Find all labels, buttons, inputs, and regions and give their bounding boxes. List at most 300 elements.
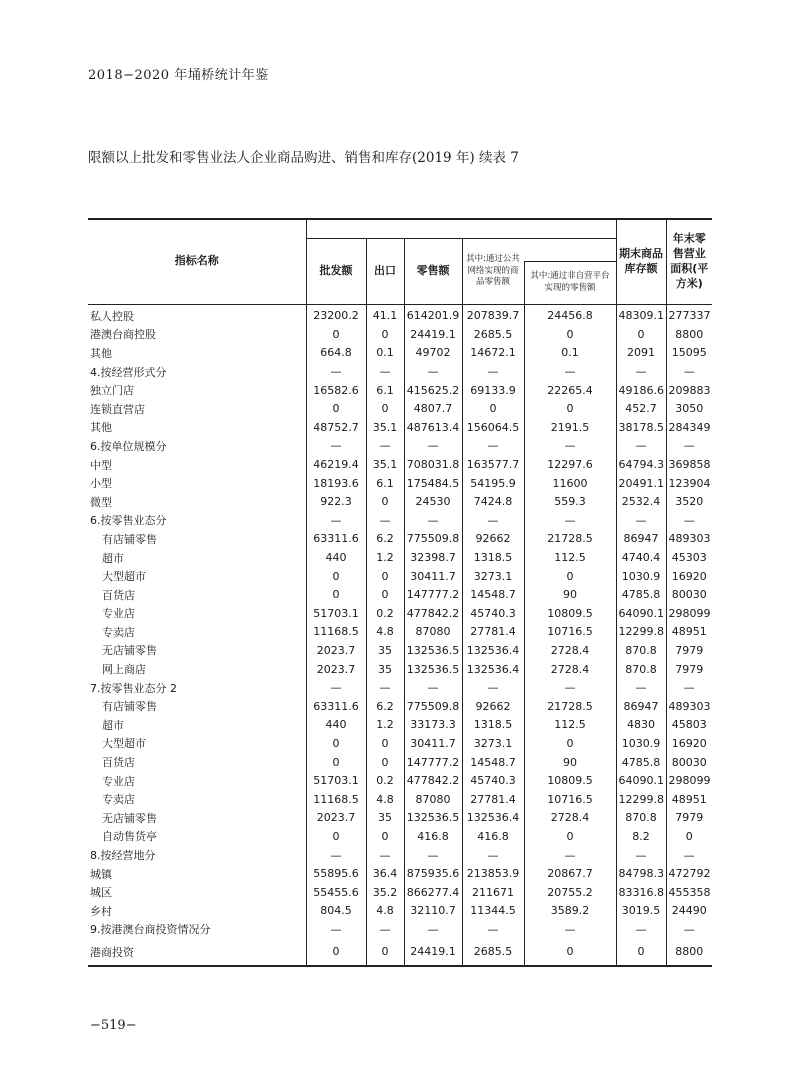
row-label: 其他: [90, 346, 112, 360]
table-cell: 64090.1: [616, 771, 666, 790]
table-cell: 416.8: [462, 827, 524, 846]
table-cell: 35: [366, 660, 404, 679]
col-header-indicator: 指标名称: [88, 219, 306, 304]
table-cell: —: [404, 678, 462, 697]
table-cell: 4785.8: [616, 585, 666, 604]
table-cell: 12299.8: [616, 790, 666, 809]
col-header-online-spacer: [524, 239, 616, 262]
table-row: [88, 734, 712, 753]
table-cell: —: [616, 511, 666, 530]
table-cell: 33173.3: [404, 716, 462, 735]
table-cell: 14672.1: [462, 344, 524, 363]
table-cell: 15095: [666, 344, 712, 363]
table-cell: 46219.4: [306, 455, 366, 474]
table-cell: 3520: [666, 492, 712, 511]
table-cell: 284349: [666, 418, 712, 437]
table-cell: 35: [366, 641, 404, 660]
table-cell: 63311.6: [306, 530, 366, 549]
table-row: [88, 660, 712, 679]
table-cell: 209883: [666, 381, 712, 400]
table-row: [88, 771, 712, 790]
table-cell: 156064.5: [462, 418, 524, 437]
table-cell: 775509.8: [404, 530, 462, 549]
table-cell: 0: [524, 399, 616, 418]
table-cell: 10716.5: [524, 623, 616, 642]
table-cell: —: [306, 511, 366, 530]
table-row: [88, 567, 712, 586]
header-spanner: [306, 219, 616, 239]
table-cell: 14548.7: [462, 753, 524, 772]
table-cell: —: [616, 437, 666, 456]
table-cell: 7979: [666, 660, 712, 679]
table-cell: 21728.5: [524, 530, 616, 549]
row-label: 城镇: [90, 867, 112, 881]
row-label: 港澳台商控股: [90, 328, 156, 342]
row-label: 其他: [90, 421, 112, 435]
table-cell: —: [462, 846, 524, 865]
table-cell: 489303: [666, 697, 712, 716]
table-cell: 416.8: [404, 827, 462, 846]
table-cell: 0.2: [366, 604, 404, 623]
table-row: [88, 790, 712, 809]
table-cell: 866277.4: [404, 883, 462, 902]
table-cell: —: [462, 362, 524, 381]
table-cell: 32398.7: [404, 548, 462, 567]
table-cell: 22265.4: [524, 381, 616, 400]
table-cell: 664.8: [306, 344, 366, 363]
row-label: 连锁直营店: [90, 402, 145, 416]
table-cell: 2728.4: [524, 809, 616, 828]
table-cell: 1.2: [366, 548, 404, 567]
table-cell: 12297.6: [524, 455, 616, 474]
table-cell: 4.8: [366, 902, 404, 921]
table-cell: 10716.5: [524, 790, 616, 809]
table-cell: 51703.1: [306, 771, 366, 790]
table-cell: 0: [366, 939, 404, 966]
table-cell: 55455.6: [306, 883, 366, 902]
table-cell: 0: [666, 827, 712, 846]
table-cell: —: [306, 920, 366, 939]
row-label: 微型: [90, 495, 112, 509]
row-label: 有店铺零售: [102, 700, 157, 714]
table-cell: 2191.5: [524, 418, 616, 437]
table-cell: 51703.1: [306, 604, 366, 623]
row-label: 9.按港澳台商投资情况分: [90, 923, 211, 937]
table-row: [88, 716, 712, 735]
table-cell: —: [366, 362, 404, 381]
table-cell: 298099: [666, 604, 712, 623]
table-cell: 49186.6: [616, 381, 666, 400]
running-head: 2018−2020 年埇桥统计年鉴: [88, 68, 269, 83]
row-label: 小型: [90, 477, 112, 491]
table-cell: 559.3: [524, 492, 616, 511]
table-cell: 123904: [666, 474, 712, 493]
table-cell: 870.8: [616, 641, 666, 660]
table-cell: 8.2: [616, 827, 666, 846]
table-cell: 1318.5: [462, 548, 524, 567]
table-cell: 48951: [666, 790, 712, 809]
table-row: [88, 492, 712, 511]
table-cell: —: [366, 678, 404, 697]
table-cell: —: [616, 678, 666, 697]
table-cell: —: [666, 920, 712, 939]
table-cell: 3273.1: [462, 567, 524, 586]
table-cell: 2532.4: [616, 492, 666, 511]
table-row: [88, 418, 712, 437]
table-cell: 0: [524, 567, 616, 586]
table-cell: —: [666, 846, 712, 865]
row-label: 无店铺零售: [102, 644, 157, 658]
statistics-table: [88, 218, 712, 967]
table-cell: 86947: [616, 697, 666, 716]
table-cell: —: [462, 920, 524, 939]
table-row: [88, 304, 712, 325]
table-cell: 10809.5: [524, 771, 616, 790]
table-cell: 90: [524, 585, 616, 604]
table-row: [88, 474, 712, 493]
table-cell: —: [404, 846, 462, 865]
table-cell: 0: [366, 753, 404, 772]
table-cell: 30411.7: [404, 567, 462, 586]
table-cell: 0: [306, 325, 366, 344]
table-cell: 84798.3: [616, 864, 666, 883]
row-label: 专卖店: [102, 625, 135, 639]
table-cell: 0: [306, 827, 366, 846]
row-label: 专卖店: [102, 793, 135, 807]
table-cell: 20867.7: [524, 864, 616, 883]
table-cell: 0: [366, 734, 404, 753]
col-header-area: 年末零售营业面积(平方米): [666, 219, 712, 304]
table-cell: —: [306, 846, 366, 865]
table-cell: 41.1: [366, 304, 404, 325]
table-cell: 207839.7: [462, 304, 524, 325]
row-label: 大型超市: [102, 570, 146, 584]
row-label: 百货店: [102, 756, 135, 770]
table-cell: 132536.4: [462, 660, 524, 679]
table-row: [88, 678, 712, 697]
table-cell: 45740.3: [462, 604, 524, 623]
table-cell: —: [616, 846, 666, 865]
table-cell: 472792: [666, 864, 712, 883]
table-cell: 49702: [404, 344, 462, 363]
table-cell: 775509.8: [404, 697, 462, 716]
table-cell: 2685.5: [462, 325, 524, 344]
row-label: 专业店: [102, 607, 135, 621]
table-cell: 11168.5: [306, 623, 366, 642]
table-cell: 64090.1: [616, 604, 666, 623]
table-row: [88, 883, 712, 902]
table-row: [88, 530, 712, 549]
table-cell: 2023.7: [306, 809, 366, 828]
table-cell: 6.2: [366, 697, 404, 716]
table-cell: —: [524, 678, 616, 697]
table-cell: 3050: [666, 399, 712, 418]
table-cell: 16920: [666, 567, 712, 586]
table-cell: 35.1: [366, 455, 404, 474]
table-cell: 4830: [616, 716, 666, 735]
table-cell: 1318.5: [462, 716, 524, 735]
table-cell: —: [666, 362, 712, 381]
table-row: [88, 753, 712, 772]
table-cell: 0: [616, 939, 666, 966]
table-cell: 2728.4: [524, 641, 616, 660]
table-cell: 415625.2: [404, 381, 462, 400]
col-header-non-self-platform: 其中:通过非自营平台实现的零售额: [524, 261, 616, 304]
table-cell: 11344.5: [462, 902, 524, 921]
table-row: [88, 585, 712, 604]
row-label: 城区: [90, 886, 112, 900]
table-cell: —: [524, 511, 616, 530]
table-cell: 2023.7: [306, 641, 366, 660]
table-cell: 6.2: [366, 530, 404, 549]
table-cell: 7979: [666, 641, 712, 660]
table-cell: —: [524, 362, 616, 381]
table-row: [88, 920, 712, 939]
table-cell: 708031.8: [404, 455, 462, 474]
table-cell: 0: [524, 734, 616, 753]
table-cell: 4740.4: [616, 548, 666, 567]
table-cell: 0: [366, 567, 404, 586]
table-cell: 23200.2: [306, 304, 366, 325]
table-cell: —: [666, 678, 712, 697]
table-cell: 875935.6: [404, 864, 462, 883]
table-cell: —: [524, 846, 616, 865]
table-cell: 213853.9: [462, 864, 524, 883]
row-label: 网上商店: [102, 663, 146, 677]
table-cell: 3019.5: [616, 902, 666, 921]
table-cell: 32110.7: [404, 902, 462, 921]
table-cell: —: [366, 437, 404, 456]
table-cell: 132536.5: [404, 809, 462, 828]
table-cell: 0: [524, 827, 616, 846]
row-label: 乡村: [90, 904, 112, 918]
table-cell: —: [366, 511, 404, 530]
table-row: [88, 437, 712, 456]
row-label: 超市: [102, 718, 124, 732]
table-cell: 132536.5: [404, 641, 462, 660]
table-cell: 87080: [404, 790, 462, 809]
row-label: 自动售货亭: [102, 830, 157, 844]
row-label: 百货店: [102, 588, 135, 602]
table-cell: 12299.8: [616, 623, 666, 642]
table-cell: 10809.5: [524, 604, 616, 623]
table-cell: 6.1: [366, 381, 404, 400]
table-row: [88, 902, 712, 921]
table-row: [88, 623, 712, 642]
table-row: [88, 697, 712, 716]
table-cell: —: [462, 437, 524, 456]
table-cell: 35.1: [366, 418, 404, 437]
table-cell: —: [462, 511, 524, 530]
table-cell: 0: [366, 827, 404, 846]
table-cell: 24456.8: [524, 304, 616, 325]
table-cell: 24490: [666, 902, 712, 921]
table-cell: 11168.5: [306, 790, 366, 809]
table-cell: 3273.1: [462, 734, 524, 753]
table-cell: 0: [524, 325, 616, 344]
table-cell: 14548.7: [462, 585, 524, 604]
table-cell: 487613.4: [404, 418, 462, 437]
row-label: 有店铺零售: [102, 532, 157, 546]
table-cell: 298099: [666, 771, 712, 790]
table-cell: 18193.6: [306, 474, 366, 493]
table-cell: 92662: [462, 697, 524, 716]
row-label: 8.按经营地分: [90, 849, 156, 863]
table-cell: 80030: [666, 753, 712, 772]
table-row: [88, 399, 712, 418]
table-cell: 55895.6: [306, 864, 366, 883]
row-label: 港商投资: [90, 945, 134, 959]
row-label: 7.按零售业态分 2: [90, 681, 177, 695]
table-cell: 0: [306, 399, 366, 418]
table-cell: 86947: [616, 530, 666, 549]
col-header-online-retail: 其中:通过公共网络实现的商品零售额: [462, 239, 524, 305]
table-cell: 0: [306, 734, 366, 753]
table-cell: 922.3: [306, 492, 366, 511]
table-row: [88, 846, 712, 865]
table-cell: 0: [366, 492, 404, 511]
row-label: 6.按单位规模分: [90, 439, 167, 453]
table-cell: 2685.5: [462, 939, 524, 966]
row-label: 超市: [102, 551, 124, 565]
table-cell: 0.1: [366, 344, 404, 363]
table-cell: 477842.2: [404, 604, 462, 623]
table-cell: —: [524, 437, 616, 456]
table-cell: 1030.9: [616, 734, 666, 753]
table-cell: 45303: [666, 548, 712, 567]
table-cell: 163577.7: [462, 455, 524, 474]
table-cell: 112.5: [524, 548, 616, 567]
table-cell: 38178.5: [616, 418, 666, 437]
table-cell: 0: [306, 585, 366, 604]
table-cell: 20755.2: [524, 883, 616, 902]
table-cell: 369858: [666, 455, 712, 474]
table-cell: 27781.4: [462, 623, 524, 642]
table-cell: 0: [616, 325, 666, 344]
table-cell: —: [404, 362, 462, 381]
table-cell: 4.8: [366, 790, 404, 809]
table-cell: 92662: [462, 530, 524, 549]
table-cell: 48309.1: [616, 304, 666, 325]
col-header-retail: 零售额: [404, 239, 462, 305]
row-label: 6.按零售业态分: [90, 514, 167, 528]
table-cell: 277337: [666, 304, 712, 325]
table-cell: 440: [306, 716, 366, 735]
table-cell: 24419.1: [404, 325, 462, 344]
table-row: [88, 604, 712, 623]
table-row: [88, 362, 712, 381]
table-cell: 80030: [666, 585, 712, 604]
table-cell: 614201.9: [404, 304, 462, 325]
table-cell: 1030.9: [616, 567, 666, 586]
table-cell: 90: [524, 753, 616, 772]
table-cell: 35.2: [366, 883, 404, 902]
table-cell: 87080: [404, 623, 462, 642]
table-cell: 112.5: [524, 716, 616, 735]
table-cell: —: [306, 678, 366, 697]
table-cell: 870.8: [616, 809, 666, 828]
table-cell: 24419.1: [404, 939, 462, 966]
page-number: −519−: [90, 1018, 137, 1033]
row-label: 私人控股: [90, 309, 134, 323]
table-cell: 0: [306, 939, 366, 966]
table-cell: —: [616, 362, 666, 381]
table-cell: 11600: [524, 474, 616, 493]
table-cell: —: [306, 362, 366, 381]
table-title: 限额以上批发和零售业法人企业商品购进、销售和库存(2019 年) 续表 7: [88, 150, 519, 166]
table-header: [88, 219, 712, 304]
table-cell: —: [524, 920, 616, 939]
table-row: [88, 344, 712, 363]
row-label: 无店铺零售: [102, 811, 157, 825]
table-row: [88, 548, 712, 567]
table-cell: —: [366, 920, 404, 939]
table-cell: 2023.7: [306, 660, 366, 679]
table-cell: 132536.5: [404, 660, 462, 679]
table-cell: 147777.2: [404, 753, 462, 772]
table-row: [88, 511, 712, 530]
table-cell: —: [666, 437, 712, 456]
table-cell: 0: [366, 399, 404, 418]
table-cell: 2091: [616, 344, 666, 363]
table-cell: 36.4: [366, 864, 404, 883]
col-header-inventory: 期末商品库存额: [616, 219, 666, 304]
row-label: 独立门店: [90, 384, 134, 398]
table-row: [88, 809, 712, 828]
table-cell: 4.8: [366, 623, 404, 642]
table-cell: 440: [306, 548, 366, 567]
table-row: [88, 864, 712, 883]
table-cell: 30411.7: [404, 734, 462, 753]
table-cell: —: [404, 920, 462, 939]
table-cell: 45803: [666, 716, 712, 735]
table-cell: 452.7: [616, 399, 666, 418]
table-cell: 0: [306, 753, 366, 772]
table-row: [88, 325, 712, 344]
table-cell: 63311.6: [306, 697, 366, 716]
table-cell: 8800: [666, 325, 712, 344]
table-cell: 0.2: [366, 771, 404, 790]
table-cell: 477842.2: [404, 771, 462, 790]
table-row: [88, 381, 712, 400]
table-cell: 804.5: [306, 902, 366, 921]
table-cell: 35: [366, 809, 404, 828]
table-cell: —: [666, 511, 712, 530]
table-cell: 2728.4: [524, 660, 616, 679]
table-cell: —: [616, 920, 666, 939]
table-cell: 16920: [666, 734, 712, 753]
table-cell: —: [404, 437, 462, 456]
row-label: 4.按经营形式分: [90, 365, 167, 379]
table-cell: —: [462, 678, 524, 697]
table-cell: 83316.8: [616, 883, 666, 902]
table-cell: 4785.8: [616, 753, 666, 772]
table-cell: 489303: [666, 530, 712, 549]
table-cell: 64794.3: [616, 455, 666, 474]
table-cell: 69133.9: [462, 381, 524, 400]
table-cell: 0: [462, 399, 524, 418]
table-cell: 4807.7: [404, 399, 462, 418]
table-cell: 7424.8: [462, 492, 524, 511]
table-cell: 0: [366, 325, 404, 344]
table-cell: 0.1: [524, 344, 616, 363]
table-cell: 175484.5: [404, 474, 462, 493]
table-cell: 0: [366, 585, 404, 604]
table-row: [88, 827, 712, 846]
row-label: 专业店: [102, 774, 135, 788]
table-cell: 54195.9: [462, 474, 524, 493]
table-cell: 16582.6: [306, 381, 366, 400]
